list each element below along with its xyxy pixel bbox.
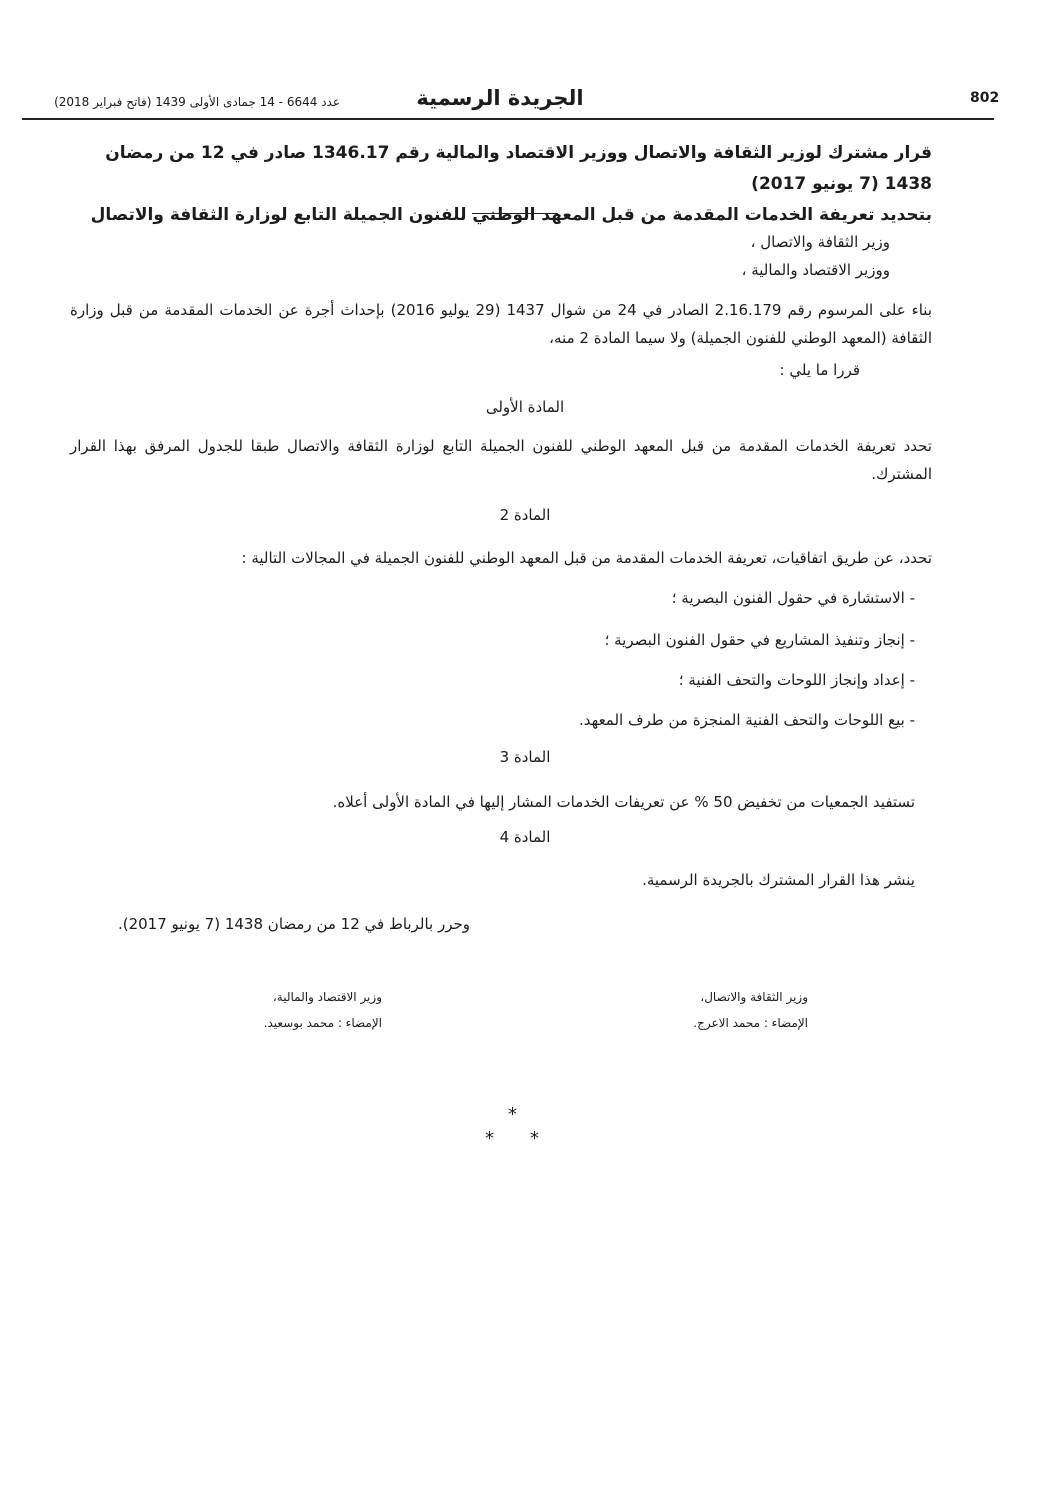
decision-title-line-1: قرار مشترك لوزير الثقافة والاتصال ووزير الاقتصاد والمالية رقم 1346.17 صادر في 12 من رمضان 1438 (7 يونيو 2017) [105,143,932,194]
list-item: - الاستشارة في حقول الفنون البصرية ؛ [671,589,915,607]
separator-star: * [485,1128,494,1149]
article-1-text: تحدد تعريفة الخدمات المقدمة من قبل المعهد الوطني للفنون الجميلة التابع لوزارة الثقافة والاتصال طبقا للجدول المرفق بهذا القرار المشترك. [70,437,932,483]
signature-name: الإمضاء : محمد الاعرج. [693,1016,808,1030]
signature-title: وزير الاقتصاد والمالية، [272,990,382,1004]
signature-culture-minister [600,984,808,1036]
article-2-text: تحدد، عن طريق اتفاقيات، تعريفة الخدمات المقدمة من قبل المعهد الوطني للفنون الجميلة في المجالات التالية : [241,549,932,567]
signature-finance-minister [160,984,382,1036]
preamble-legal-basis: بناء على المرسوم رقم 2.16.179 الصادر في 24 من شوال 1437 (29 يوليو 2016) بإحداث أجرة عن الخدمات المقدمة من قبل وزارة الثقافة (المعهد الوطني للفنون الجميلة) ولا سيما المادة 2 منه، [70,301,932,347]
article-2-heading: المادة 2 [499,506,551,524]
preamble-minister-finance: ووزير الاقتصاد والمالية ، [741,261,890,279]
preamble-decided: قررا ما يلي : [779,361,860,379]
header-divider [22,118,994,120]
article-3-text: تستفيد الجمعيات من تخفيض 50 % عن تعريفات الخدمات المشار إليها في المادة الأولى أعلاه. [332,793,915,811]
article-3-heading: المادة 3 [499,748,551,766]
list-item: - بيع اللوحات والتحف الفنية المنجزة من طرف المعهد. [579,711,915,729]
list-item: - إنجاز وتنفيذ المشاريع في حقول الفنون البصرية ؛ [604,631,915,649]
decision-title-line-2: بتحديد تعريفة الخدمات المقدمة من قبل المعهد الوطني للفنون الجميلة التابع لوزارة الثقافة والاتصال [90,205,932,225]
list-item: - إعداد وإنجاز اللوحات والتحف الفنية ؛ [678,671,915,689]
preamble-minister-culture: وزير الثقافة والاتصال ، [750,233,890,251]
article-4-heading: المادة 4 [499,828,551,846]
signature-name: الإمضاء : محمد بوسعيد. [263,1016,382,1030]
decision-title [70,138,932,231]
separator-star: * [508,1104,517,1125]
article-4-text: ينشر هذا القرار المشترك بالجريدة الرسمية. [642,871,915,889]
gazette-title: الجريدة الرسمية [416,86,584,110]
article-1-heading: المادة الأولى [485,398,565,416]
title-divider [472,213,558,214]
page-number: 802 [970,90,1000,106]
done-at-statement: وحرر بالرباط في 12 من رمضان 1438 (7 يونيو 2017). [117,915,470,933]
separator-star: * [530,1128,539,1149]
signature-title: وزير الثقافة والاتصال، [700,990,808,1004]
issue-info: عدد 6644 - 14 جمادى الأولى 1439 (فاتح فبراير 2018) [54,95,340,109]
